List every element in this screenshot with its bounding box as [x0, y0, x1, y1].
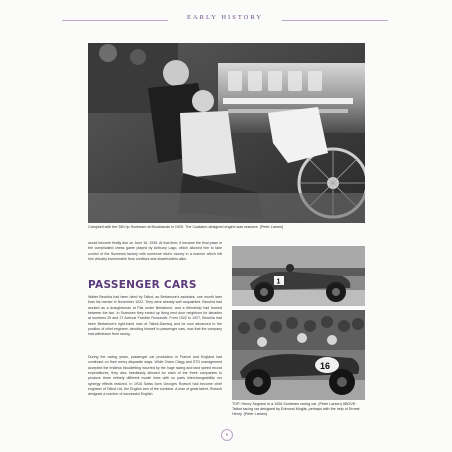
talbot-racing-car-photo [232, 310, 365, 400]
header-rule-left [62, 20, 168, 21]
car-photos-caption: TOP: Henry Segrave in a 1926 Sunbeam racing car. (Peter Larsen) ABOVE: Talbot racing car designed by Edmond Moglia, perhaps with the help of Ernest Henry. (Peter Larsen) [232, 402, 360, 416]
sunbeam-racing-car-photo [232, 246, 365, 306]
hero-photo [88, 43, 365, 223]
body-paragraph-2: Walter Becchia had been hired by Talbot, as Bertarione's assistant, one month later than his mentor in November 1922. They were already well acquainted. Becchia had worked as a draughtsman at Fiat under Bertarione, and a friendship had formed between the two. In Suresnes they ended up living next door neighbors for decades at numbers 25 and 27 Avenue Franklin Roosevelt. From 1922 to 1927, Becchia had been Bertarione's right-hand man at Talbot-Darracq and he now advanced to the position of chief engineer, devoting himself to passenger cars, now that the company had withdrawn from racing. [88, 295, 222, 337]
running-head: EARLY HISTORY [186, 14, 264, 21]
hero-photo-caption: Campbell with the 350 hp Sunbeam at Brooklands in 1925. The Coatalen-designed engine was massive. (Peter Larsen) [88, 225, 284, 229]
page-number: 6 [221, 429, 233, 441]
top-car-number: 1 [276, 278, 281, 286]
header-rule-right [282, 20, 388, 21]
section-heading: PASSENGER CARS [88, 279, 197, 291]
intro-paragraph: would become finally due on June 16, 1935. At that time, it became the final pawn in the complicated chess game played by Anthony Lago, which allowed him to take control of the Suresnes factory with someone else's money in a manner which left him virtually invulnerable from creditors and shareholders alike. [88, 241, 222, 262]
body-paragraph-3: During the racing years, passenger car production in France and England had continued on their merry disparate ways. While Owen Clegg and STD management accepted the endless bloodletting incurred by the huge racing and land speed record expenditures, they also heedlessly allowed for each of the three companies to produce three entirely different model lines with no parts interchangeability nor synergy effects realized. In 1916 Swiss born Georges Roesch had become chief engineer of Talbot Ltd, the English arm of the combine. A man of great talent, Roesch designed a number of successful English [88, 355, 222, 397]
bottom-car-number: 16 [320, 361, 331, 371]
